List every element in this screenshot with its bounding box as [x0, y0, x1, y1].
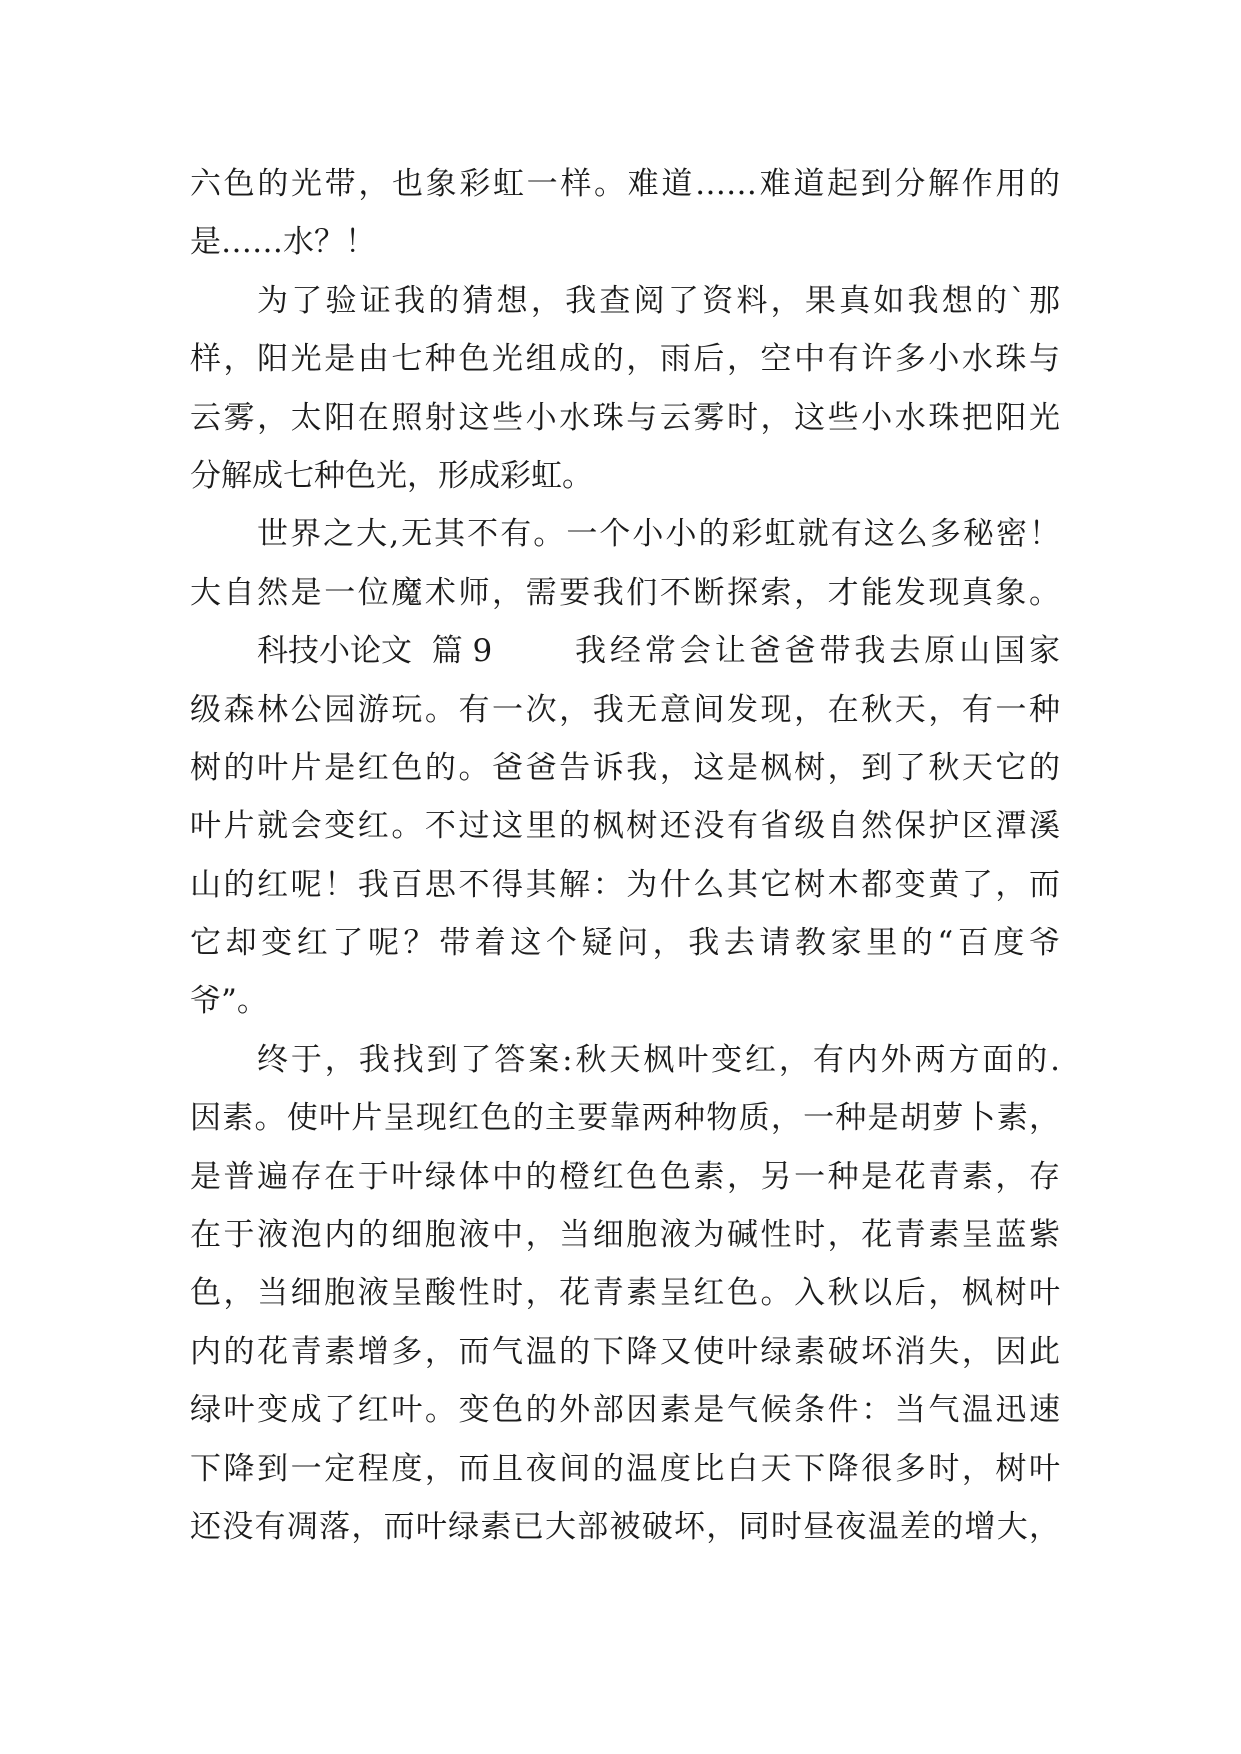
text-line: 色，当细胞液呈酸性时，花青素呈红色。入秋以后，枫树叶	[190, 1275, 1060, 1312]
text-line: 级森林公园游玩。有一次，我无意间发现，在秋天，有一种	[190, 691, 1060, 728]
text-line: 山的红呢！我百思不得其解：为什么其它树木都变黄了，而	[190, 866, 1060, 903]
text-line: 分解成七种色光，形成彩虹。	[190, 457, 593, 494]
text-line: 爷”。	[190, 983, 268, 1020]
text-line: 它却变红了呢？带着这个疑问，我去请教家里的“百度爷	[190, 925, 1060, 962]
section-heading: 科技小论文 篇 9	[257, 633, 493, 670]
text-line: 绿叶变成了红叶。变色的外部因素是气候条件：当气温迅速	[190, 1392, 1060, 1429]
text-line: 还没有凋落，而叶绿素已大部被破坏，同时昼夜温差的增大，	[190, 1508, 1060, 1545]
text-line: 是普遍存在于叶绿体中的橙红色色素，另一种是花青素，存	[190, 1158, 1060, 1195]
text-line: 内的花青素增多，而气温的下降又使叶绿素破坏消失，因此	[190, 1333, 1060, 1370]
text-line: 六色的光带，也象彩虹一样。难道……难道起到分解作用的	[190, 166, 1060, 202]
text-line: 因素。使叶片呈现红色的主要靠两种物质，一种是胡萝卜素，	[190, 1100, 1060, 1137]
text-line: 样，阳光是由七种色光组成的，雨后，空中有许多小水珠与	[190, 341, 1060, 378]
text-line: 终于，我找到了答案:秋天枫叶变红，有内外两方面的.	[257, 1041, 1060, 1078]
text-line: 云雾，太阳在照射这些小水珠与云雾时，这些小水珠把阳光	[190, 399, 1060, 436]
text-line: 是……水？！	[190, 224, 376, 261]
text-line: 下降到一定程度，而且夜间的温度比白天下降很多时，树叶	[190, 1450, 1060, 1487]
text-line: 叶片就会变红。不过这里的枫树还没有省级自然保护区潭溪	[190, 808, 1060, 845]
body-text	[190, 155, 1060, 1556]
text-line: 世界之大,无其不有。一个小小的彩虹就有这么多秘密！	[257, 516, 1060, 553]
text-line: 大自然是一位魔术师，需要我们不断探索，才能发现真象。	[190, 574, 1060, 611]
text-line: 在于液泡内的细胞液中，当细胞液为碱性时，花青素呈蓝紫	[190, 1217, 1060, 1254]
text-line: 为了验证我的猜想，我查阅了资料，果真如我想的`那	[257, 282, 1060, 319]
text-line: 树的叶片是红色的。爸爸告诉我，这是枫树，到了秋天它的	[190, 749, 1060, 786]
text-line: 我经常会让爸爸带我去原山国家	[575, 633, 1060, 670]
section-heading-line	[190, 622, 1060, 680]
